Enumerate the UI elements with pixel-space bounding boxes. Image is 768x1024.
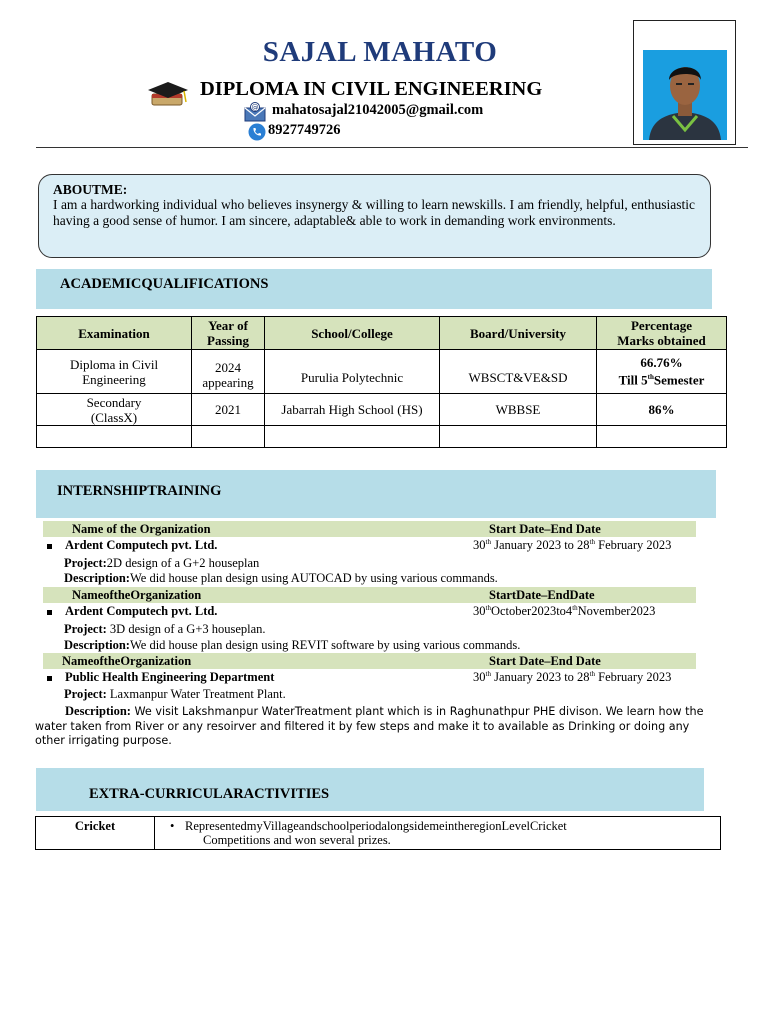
cell-exam: Diploma in Civil Engineering [37, 350, 192, 394]
academic-table [36, 316, 727, 448]
cell-year: 2021 [192, 394, 265, 426]
internship-dates: 30th January 2023 to 28th February 2023 [473, 670, 672, 685]
bullet: • [170, 819, 175, 833]
col-percentage: Percentage Marks obtained [597, 317, 727, 350]
activity-detail: • RepresentedmyVillageandschoolperiodalongsidemeintheregionLevelCricket Competitions and won several prizes. [155, 817, 721, 850]
internship-section-title: INTERNSHIPTRAINING [57, 483, 222, 499]
phone-icon [248, 123, 266, 141]
cell-exam: Secondary (ClassX) [37, 394, 192, 426]
table-header-row [37, 317, 727, 350]
extra-table [35, 816, 721, 850]
email-icon [244, 102, 266, 122]
col-school: School/College [265, 317, 440, 350]
graduation-cap-icon [146, 80, 190, 108]
table-row [36, 817, 721, 850]
internship-dates: 30thOctober2023to4thNovember2023 [473, 604, 656, 619]
bullet [47, 544, 52, 549]
org-column-label: Name of the Organization [72, 522, 211, 536]
internship-dates: 30th January 2023 to 28th February 2023 [473, 538, 672, 553]
org-name: Ardent Computech pvt. Ltd. [65, 538, 218, 552]
table-row [37, 350, 727, 394]
table-row [37, 394, 727, 426]
date-column-label: Start Date–End Date [489, 522, 601, 536]
org-column-label: NameoftheOrganization [72, 588, 202, 602]
cell-empty [440, 426, 597, 448]
org-name: Public Health Engineering Department [65, 670, 275, 684]
activity-name: Cricket [36, 817, 155, 850]
extra-section-title: EXTRA-CURRICULARACTIVITIES [89, 786, 330, 802]
project-line: Project: 3D design of a G+3 houseplan. [64, 622, 266, 636]
bullet [47, 676, 52, 681]
cell-empty [597, 426, 727, 448]
description-paragraph: Description: We visit Lakshmanpur WaterTreatment plant which is in Raghunathpur PHE divison. We learn how the water taken from River or any resoirver and filtered it by few steps and make it to available as Drinking or doing any other irrigating purpose. [35, 704, 704, 747]
phone-number[interactable]: 8927749726 [268, 122, 341, 138]
date-column-label: StartDate–EndDate [489, 588, 595, 602]
about-text: I am a hardworking individual who believes insynergy & willing to learn newskills. I am friendly, helpful, enthusiastic having a good sense of humor. I am sincere, adaptable& able to work in demanding work environments. [53, 197, 695, 228]
col-board: Board/University [440, 317, 597, 350]
cell-board: WBBSE [440, 394, 597, 426]
cell-percentage: 86% [597, 394, 727, 426]
svg-text:@: @ [251, 103, 259, 112]
cell-school: Purulia Polytechnic [265, 350, 440, 394]
cell-school: Jabarrah High School (HS) [265, 394, 440, 426]
cell-year: 2024 appearing [192, 350, 265, 394]
description-line: Description:We did house plan design using REVIT software by using various commands. [64, 638, 521, 652]
org-name: Ardent Computech pvt. Ltd. [65, 604, 218, 618]
description-line: Description:We did house plan design using AUTOCAD by using various commands. [64, 571, 498, 585]
cell-empty [192, 426, 265, 448]
cell-empty [265, 426, 440, 448]
email-address[interactable]: mahatosajal21042005@gmail.com [272, 102, 484, 118]
cell-board: WBSCT&VE&SD [440, 350, 597, 394]
profile-photo [643, 50, 727, 140]
project-line: Project: Laxmanpur Water Treatment Plant. [64, 687, 286, 701]
degree-title: DIPLOMA IN CIVIL ENGINEERING [200, 78, 543, 100]
cell-percentage: 66.76% Till 5thSemester [597, 350, 727, 394]
col-year: Year of Passing [192, 317, 265, 350]
project-line: Project:2D design of a G+2 houseplan [64, 556, 260, 570]
org-column-label: NameoftheOrganization [62, 654, 192, 668]
resume-name: SAJAL MAHATO [262, 36, 498, 68]
cell-empty [37, 426, 192, 448]
academic-section-title: ACADEMICQUALIFICATIONS [60, 276, 269, 292]
bullet [47, 610, 52, 615]
table-row-empty [37, 426, 727, 448]
col-examination: Examination [37, 317, 192, 350]
date-column-label: Start Date–End Date [489, 654, 601, 668]
about-title: ABOUTME: [53, 182, 128, 197]
header-divider [36, 147, 748, 148]
